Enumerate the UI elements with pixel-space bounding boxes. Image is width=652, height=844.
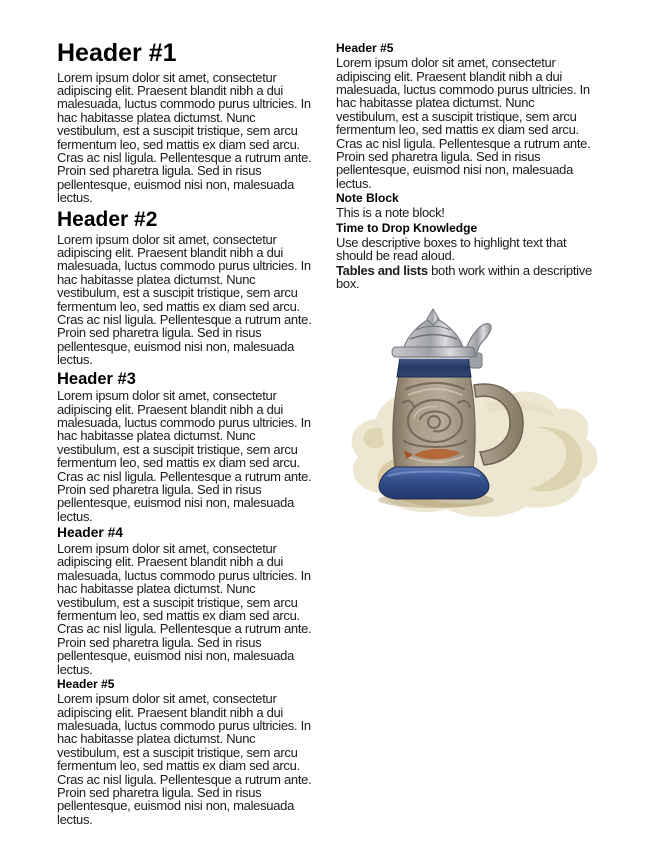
- left-column: [57, 40, 316, 827]
- note-block-heading: Note Block: [336, 191, 399, 206]
- beer-stein-illustration: [336, 309, 595, 524]
- stein-body: [393, 375, 475, 469]
- tables-lists-rest: both work within a descriptive box.: [336, 262, 592, 292]
- lorem-paragraph-5: Lorem ipsum dolor sit amet, consectetur adipiscing elit. Praesent blandit nibh a dui malesuada, luctus commodo purus ultricies. In hac habitasse platea dictumst. Nunc vestibulum, est a suscipit tristique, sem arcu fermentum leo, sed mattis ex diam sed arcu. Cras ac nisl ligula. Pellentesque a rutrum ante. Proin sed pharetra ligula. Sed in risus pellentesque, euismod nisi non, malesuada lectus.: [57, 691, 312, 827]
- stein-lid: [392, 309, 475, 357]
- header-3: Header #3: [57, 369, 136, 388]
- tables-lists-line: [336, 264, 595, 291]
- stein-base: [379, 467, 489, 499]
- header-1: Header #1: [57, 39, 177, 67]
- right-column: [336, 40, 595, 827]
- header-5: Header #5: [57, 677, 115, 692]
- lorem-paragraph-1: Lorem ipsum dolor sit amet, consectetur adipiscing elit. Praesent blandit nibh a dui malesuada, luctus commodo purus ultricies. In hac habitasse platea dictumst. Nunc vestibulum, est a suscipit tristique, sem arcu fermentum leo, sed mattis ex diam sed arcu. Cras ac nisl ligula. Pellentesque a rutrum ante. Proin sed pharetra ligula. Sed in risus pellentesque, euismod nisi non, malesuada lectus.: [57, 69, 312, 206]
- note-block-text: This is a note block!: [336, 205, 445, 221]
- knowledge-text: Use descriptive boxes to highlight text that should be read aloud.: [336, 235, 567, 264]
- stein-rim-band: [397, 355, 471, 377]
- lorem-paragraph-right: Lorem ipsum dolor sit amet, consectetur adipiscing elit. Praesent blandit nibh a dui malesuada, luctus commodo purus ultricies. In hac habitasse platea dictumst. Nunc vestibulum, est a suscipit tristique, sem arcu fermentum leo, sed mattis ex diam sed arcu. Cras ac nisl ligula. Pellentesque a rutrum ante. Proin sed pharetra ligula. Sed in risus pellentesque, euismod nisi non, malesuada lectus.: [336, 55, 591, 191]
- knowledge-heading: Time to Drop Knowledge: [336, 220, 478, 235]
- header-5-right: Header #5: [336, 41, 394, 55]
- lorem-paragraph-2: Lorem ipsum dolor sit amet, consectetur adipiscing elit. Praesent blandit nibh a dui malesuada, luctus commodo purus ultricies. In hac habitasse platea dictumst. Nunc vestibulum, est a suscipit tristique, sem arcu fermentum leo, sed mattis ex diam sed arcu. Cras ac nisl ligula. Pellentesque a rutrum ante. Proin sed pharetra ligula. Sed in risus pellentesque, euismod nisi non, malesuada lectus.: [57, 231, 312, 368]
- lorem-paragraph-4: Lorem ipsum dolor sit amet, consectetur adipiscing elit. Praesent blandit nibh a dui malesuada, luctus commodo purus ultricies. In hac habitasse platea dictumst. Nunc vestibulum, est a suscipit tristique, sem arcu fermentum leo, sed mattis ex diam sed arcu. Cras ac nisl ligula. Pellentesque a rutrum ante. Proin sed pharetra ligula. Sed in risus pellentesque, euismod nisi non, malesuada lectus.: [57, 540, 312, 677]
- lorem-paragraph-3: Lorem ipsum dolor sit amet, consectetur adipiscing elit. Praesent blandit nibh a dui malesuada, luctus commodo purus ultricies. In hac habitasse platea dictumst. Nunc vestibulum, est a suscipit tristique, sem arcu fermentum leo, sed mattis ex diam sed arcu. Cras ac nisl ligula. Pellentesque a rutrum ante. Proin sed pharetra ligula. Sed in risus pellentesque, euismod nisi non, malesuada lectus.: [57, 388, 312, 524]
- tables-lists-bold: Tables and lists: [336, 262, 428, 278]
- header-2: Header #2: [57, 207, 158, 231]
- header-4: Header #4: [57, 525, 123, 541]
